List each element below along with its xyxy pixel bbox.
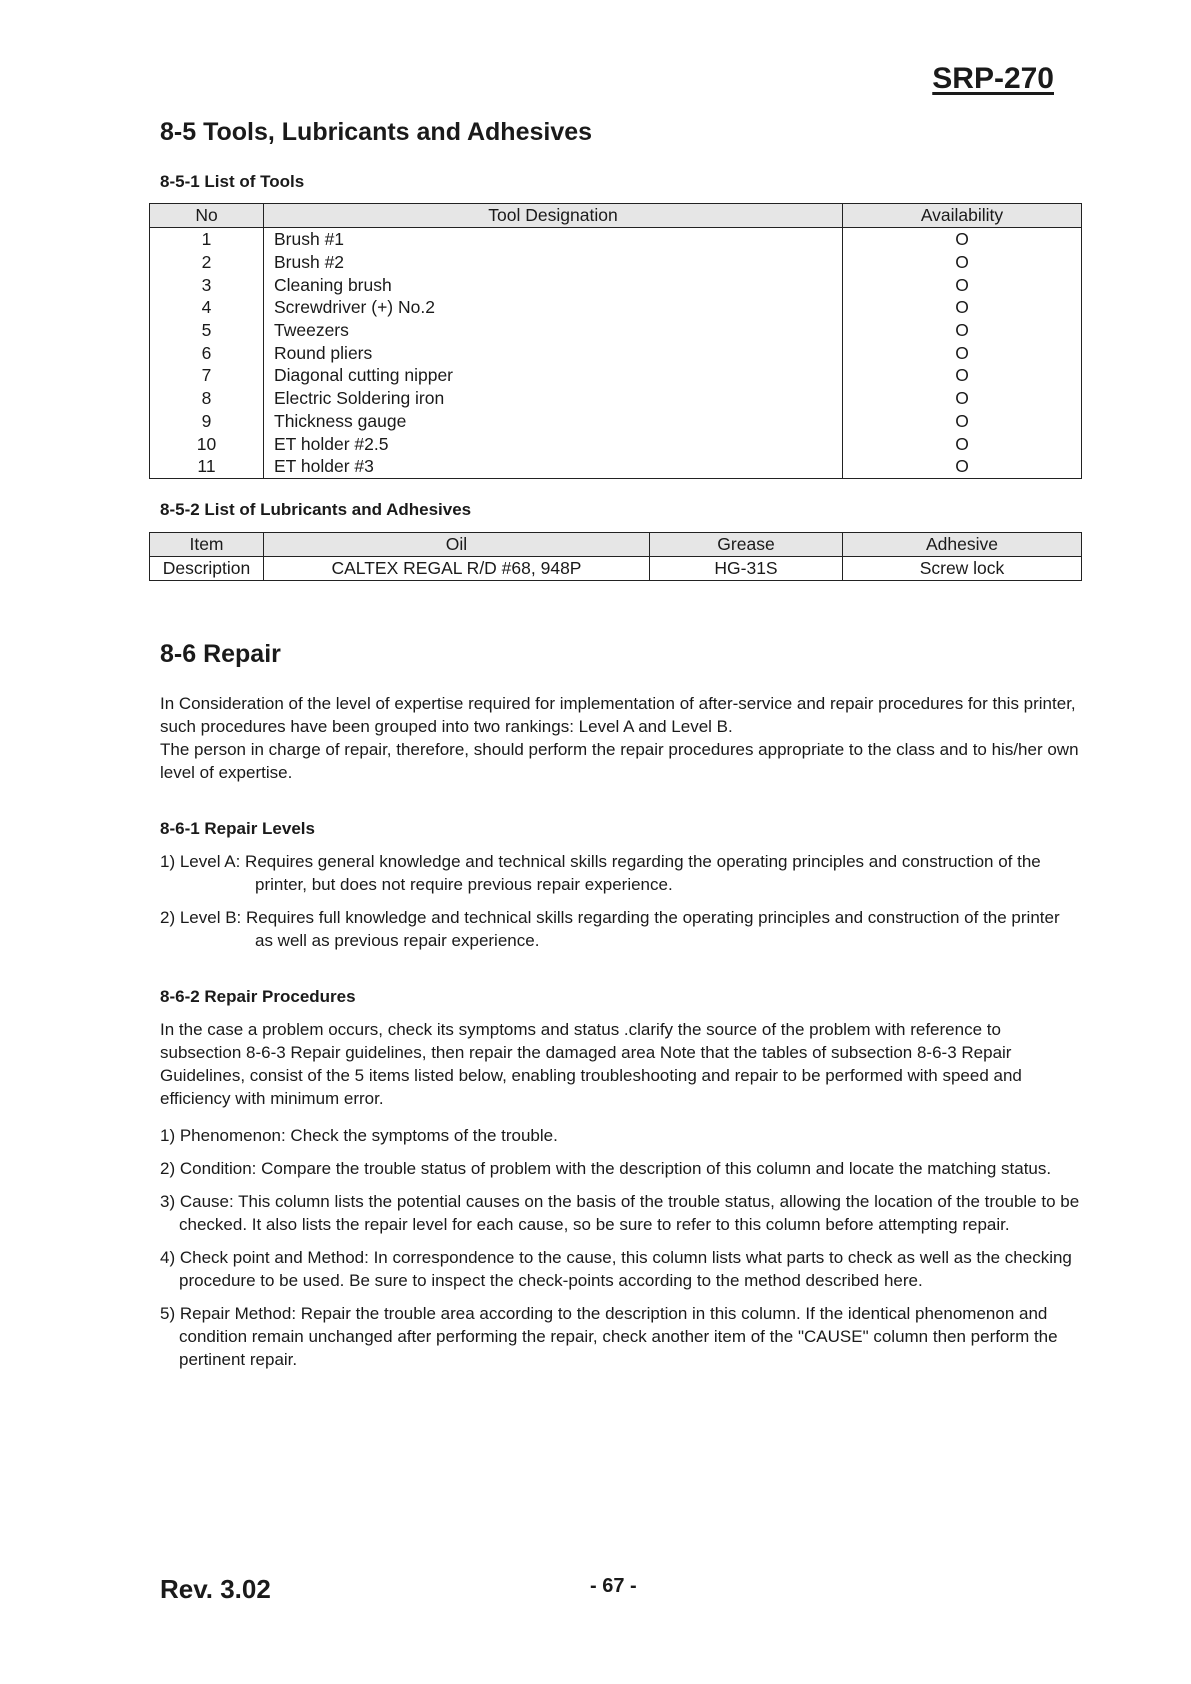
- column-header: Tool Designation: [264, 204, 843, 228]
- table-cell: O: [843, 296, 1082, 319]
- table-row: [150, 432, 1082, 455]
- table-cell: HG-31S: [650, 557, 843, 581]
- table-row: [150, 228, 1082, 251]
- section-title-8-6: 8-6 Repair: [160, 640, 281, 668]
- table-cell: O: [843, 387, 1082, 410]
- table-cell: 3: [150, 273, 264, 296]
- table-cell: Thickness gauge: [264, 410, 843, 433]
- paragraph: In Consideration of the level of expertise required for implementation of after-service and repair procedures for this printer, such procedures have been grouped into two rankings: Level A and Level B.: [160, 694, 1076, 736]
- table-cell: Brush #2: [264, 251, 843, 274]
- model-name: SRP-270: [932, 62, 1054, 95]
- table-cell: O: [843, 364, 1082, 387]
- table-cell: O: [843, 251, 1082, 274]
- table-cell: Description: [150, 557, 264, 581]
- table-row: [150, 410, 1082, 433]
- table-cell: 6: [150, 341, 264, 364]
- table-cell: 10: [150, 432, 264, 455]
- table-cell: ET holder #2.5: [264, 432, 843, 455]
- table-cell: Screwdriver (+) No.2: [264, 296, 843, 319]
- table-row: [150, 557, 1082, 581]
- list-item: 2) Level B: Requires full knowledge and technical skills regarding the operating principles and construction of the printer as well as previous repair experience.: [160, 908, 1060, 950]
- repair-procedures-title: 8-6-2 Repair Procedures: [160, 987, 356, 1006]
- table-row: [150, 251, 1082, 274]
- table-row: [150, 387, 1082, 410]
- table-cell: CALTEX REGAL R/D #68, 948P: [264, 557, 650, 581]
- table-cell: 2: [150, 251, 264, 274]
- list-item: 4) Check point and Method: In correspondence to the cause, this column lists what parts to check as well as the checking procedure to be used. Be sure to inspect the check-points according to the method described here.: [160, 1248, 1072, 1290]
- list-item: 1) Phenomenon: Check the symptoms of the trouble.: [160, 1126, 558, 1145]
- repair-procedures-intro: [160, 1018, 1080, 1110]
- table-cell: Screw lock: [843, 557, 1082, 581]
- table-cell: O: [843, 410, 1082, 433]
- repair-levels-title: 8-6-1 Repair Levels: [160, 819, 315, 838]
- paragraph: The person in charge of repair, therefore, should perform the repair procedures appropriate to the class and to his/her own level of expertise.: [160, 740, 1079, 782]
- table-cell: Brush #1: [264, 228, 843, 251]
- tools-list-title: 8-5-1 List of Tools: [160, 172, 305, 191]
- table-cell: O: [843, 341, 1082, 364]
- table-cell: O: [843, 228, 1082, 251]
- column-header: Grease: [650, 533, 843, 557]
- table-cell: O: [843, 273, 1082, 296]
- column-header: Availability: [843, 204, 1082, 228]
- revision-label: Rev. 3.02: [160, 1574, 271, 1604]
- table-cell: 4: [150, 296, 264, 319]
- table-cell: Cleaning brush: [264, 273, 843, 296]
- table-cell: ET holder #3: [264, 455, 843, 478]
- column-header: Adhesive: [843, 533, 1082, 557]
- table-cell: Round pliers: [264, 341, 843, 364]
- table-cell: 1: [150, 228, 264, 251]
- table-cell: Tweezers: [264, 319, 843, 342]
- list-item: 2) Condition: Compare the trouble status of problem with the description of this column and locate the matching status.: [160, 1159, 1052, 1178]
- table-row: [150, 364, 1082, 387]
- table-row: [150, 273, 1082, 296]
- table-cell: O: [843, 455, 1082, 478]
- lubricants-table: [149, 532, 1082, 581]
- table-cell: Electric Soldering iron: [264, 387, 843, 410]
- table-cell: 8: [150, 387, 264, 410]
- lubricants-table-header: [150, 533, 1082, 557]
- tools-table-header: [150, 204, 1082, 228]
- column-header: Item: [150, 533, 264, 557]
- paragraph: In the case a problem occurs, check its symptoms and status .clarify the source of the problem with reference to subsection 8-6-3 Repair guidelines, then repair the damaged area Note that the tables of subsection 8-6-3 Repair Guidelines, consist of the 5 items listed below, enabling troubleshooting and repair to be performed with speed and efficiency with minimum error.: [160, 1020, 1022, 1108]
- table-row: [150, 296, 1082, 319]
- table-row: [150, 455, 1082, 478]
- table-row: [150, 319, 1082, 342]
- table-cell: O: [843, 319, 1082, 342]
- lubricants-list-title: 8-5-2 List of Lubricants and Adhesives: [160, 500, 472, 519]
- table-cell: Diagonal cutting nipper: [264, 364, 843, 387]
- repair-levels-list: [160, 850, 1080, 962]
- table-cell: 5: [150, 319, 264, 342]
- page-number: - 67 -: [590, 1575, 637, 1597]
- table-cell: 11: [150, 455, 264, 478]
- list-item: 5) Repair Method: Repair the trouble area according to the description in this column. If the identical phenomenon and condition remain unchanged after performing the repair, check another item of the "CAUSE" column then perform the pertinent repair.: [160, 1304, 1058, 1369]
- table-cell: O: [843, 432, 1082, 455]
- tools-table: [149, 203, 1082, 479]
- column-header: Oil: [264, 533, 650, 557]
- table-cell: 9: [150, 410, 264, 433]
- list-item: 1) Level A: Requires general knowledge and technical skills regarding the operating principles and construction of the printer, but does not require previous repair experience.: [160, 852, 1041, 894]
- table-row: [150, 341, 1082, 364]
- list-item: 3) Cause: This column lists the potential causes on the basis of the trouble status, allowing the location of the trouble to be checked. It also lists the repair level for each cause, so be sure to refer to this column before attempting repair.: [160, 1192, 1080, 1234]
- section-title-8-5: 8-5 Tools, Lubricants and Adhesives: [160, 118, 593, 146]
- column-header: No: [150, 204, 264, 228]
- repair-intro: [160, 692, 1080, 784]
- table-cell: 7: [150, 364, 264, 387]
- repair-procedures-list: [160, 1124, 1080, 1381]
